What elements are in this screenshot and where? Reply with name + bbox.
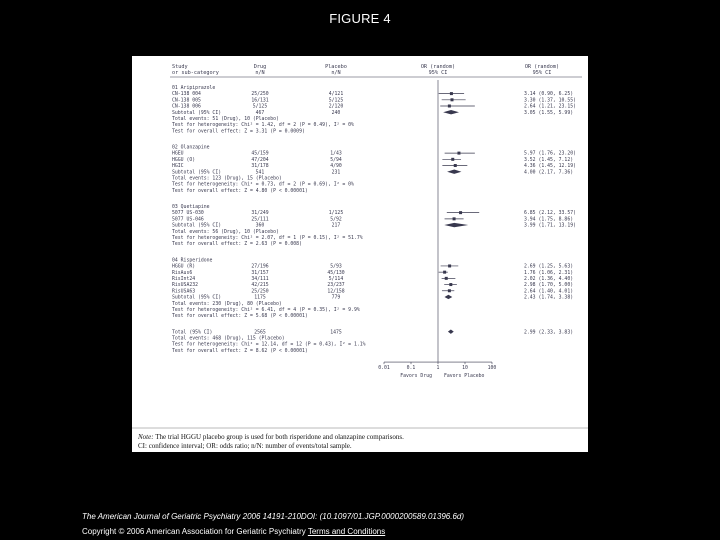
group-1-subtotal-or-text: 3.05 (1.55, 5.99): [524, 110, 574, 116]
group-4-study-5-point: [448, 289, 451, 292]
group-1-study-3-or-text: 2.64 (1.21, 23.15): [524, 104, 576, 110]
group-4-study-3-drug: 34/111: [251, 276, 269, 282]
forest-plot: [132, 56, 588, 432]
group-4-study-1-placebo: 5/93: [330, 264, 342, 270]
group-3-study-1-placebo: 1/125: [328, 211, 344, 217]
favours-drug-label: Favors Drug: [400, 374, 432, 380]
group-3-subtotal-placebo: 217: [331, 223, 341, 229]
group-1-stat-2: Test for heterogeneity: Chi² = 1.42, df = 2 (P = 0.49), I² = 0%: [172, 123, 354, 129]
group-2-study-2-drug: 47/204: [251, 157, 269, 163]
group-2-subtotal-drug: 541: [255, 170, 265, 176]
group-4-study-1-point: [448, 264, 451, 267]
group-1-study-1-label: CN-138 004: [172, 92, 201, 98]
total-placebo: 1475: [330, 330, 342, 336]
copyright-text: Copyright © 2006 American Association for Geriatric Psychiatry: [82, 527, 306, 536]
group-1-study-2-or-text: 3.30 (1.37, 10.55): [524, 98, 576, 104]
group-3-stat-3: Test for overall effect: Z = 2.63 (P = 0.008): [172, 242, 302, 248]
group-1-subtotal-drug: 467: [255, 110, 265, 116]
group-1-study-1-placebo: 4/121: [328, 92, 344, 98]
note-label: Note:: [138, 433, 154, 441]
header-drug: Drug: [253, 64, 267, 70]
group-4-study-2-placebo: 45/130: [327, 270, 345, 276]
group-3-study-2-point: [453, 217, 456, 220]
group-2-study-3-label: HGIC: [172, 164, 184, 170]
group-3-subtotal-drug: 360: [255, 223, 265, 229]
group-4-study-5-drug: 25/250: [251, 289, 269, 295]
x-tick-label-1: 0.01: [378, 366, 390, 372]
group-4-study-4-label: RisUSA232: [172, 283, 198, 289]
group-2-subtotal-diamond: [447, 170, 461, 174]
group-2-study-1-placebo: 1/43: [330, 151, 342, 157]
slide-title: FIGURE 4: [329, 11, 391, 26]
x-tick-label-3: 1: [436, 366, 440, 372]
group-4-study-3-label: RisInt24: [172, 276, 196, 282]
group-2-study-2-label: HGGU (O): [172, 157, 196, 163]
group-1-study-2-drug: 16/131: [251, 98, 269, 104]
x-tick-label-4: 10: [462, 366, 468, 372]
group-2-study-3-drug: 31/178: [251, 164, 269, 170]
group-3-title: 03 Quetiapine: [172, 205, 210, 211]
figure-note: [132, 433, 588, 452]
group-4-study-1-drug: 27/196: [251, 264, 269, 270]
total-diamond: [448, 329, 454, 333]
group-2-study-3-point: [454, 164, 457, 167]
group-4-study-4-placebo: 23/237: [327, 283, 345, 289]
group-3-study-1-label: 5077 US-030: [172, 211, 204, 217]
group-2-stat-1: Total events: 123 (Drug), 15 (Placebo): [172, 176, 282, 182]
header-or-text: OR (random): [524, 64, 560, 70]
group-2-study-1-label: HGEU: [172, 151, 184, 157]
group-1-stat-3: Test for overall effect: Z = 3.31 (P = 0.0009): [172, 129, 305, 135]
header-or-plot: OR (random): [420, 64, 456, 70]
group-3-study-2-or-text: 3.94 (1.75, 8.86): [524, 217, 574, 223]
group-4-study-5-placebo: 12/158: [327, 289, 345, 295]
group-4-study-4-drug: 42/215: [251, 283, 269, 289]
group-3-study-2-placebo: 5/92: [330, 217, 342, 223]
group-1-study-2-placebo: 5/125: [328, 98, 344, 104]
group-2-subtotal-or-text: 4.00 (2.17, 7.36): [524, 170, 574, 176]
group-1-study-3-point: [448, 105, 451, 108]
group-3-subtotal-diamond: [444, 223, 468, 227]
group-4-study-5-or-text: 2.64 (1.40, 4.01): [524, 289, 574, 295]
group-4-study-4-or-text: 2.98 (1.70, 5.00): [524, 283, 574, 289]
total-stat-1: Total events: 468 (Drug), 115 (Placebo): [172, 336, 285, 342]
group-4-subtotal-drug: 1175: [254, 295, 266, 301]
group-3-stat-1: Total events: 56 (Drug), 10 (Placebo): [172, 229, 279, 235]
group-1-subtotal-label: Subtotal (95% CI): [172, 110, 222, 116]
group-3-study-2-label: 5077 US-046: [172, 217, 204, 223]
group-4-subtotal-diamond: [444, 295, 452, 299]
group-2-stat-3: Test for overall effect: Z = 4.80 (P < 0.00001): [172, 188, 308, 194]
header-placebo-sub: n/N: [331, 70, 341, 76]
group-2-subtotal-placebo: 231: [331, 170, 341, 176]
group-1-study-2-label: CN-138 005: [172, 98, 201, 104]
group-4-study-2-or-text: 1.76 (1.06, 2.31): [524, 270, 574, 276]
group-1-study-2-point: [450, 98, 453, 101]
group-3-study-1-drug: 31/249: [251, 211, 269, 217]
header-or-text-sub: 95% CI: [532, 70, 552, 76]
header-placebo: Placebo: [325, 64, 347, 70]
group-4-study-5-label: RisUSA63: [172, 289, 196, 295]
group-1-study-1-drug: 25/250: [251, 92, 269, 98]
group-4-stat-2: Test for heterogeneity: Chi² = 6.41, df = 4 (P = 0.35), I² = 9.9%: [172, 307, 360, 313]
group-1-study-1-point: [450, 92, 453, 95]
group-4-subtotal-placebo: 779: [331, 295, 341, 301]
group-1-subtotal-placebo: 240: [331, 110, 341, 116]
total-label: Total (95% CI): [172, 330, 213, 336]
group-1-study-3-label: CN-138 006: [172, 104, 201, 110]
group-1-subtotal-diamond: [443, 110, 459, 114]
group-3-study-1-point: [459, 211, 462, 214]
journal-citation: The American Journal of Geriatric Psychiatry 2006 14191-210DOI: (10.1097/01.JGP.0000200589.01396.6d): [82, 512, 465, 521]
group-2-stat-2: Test for heterogeneity: Chi² = 0.73, df = 2 (P = 0.69), I² = 0%: [172, 182, 354, 188]
copyright-line: [82, 527, 682, 536]
group-3-stat-2: Test for heterogeneity: Chi² = 2.07, df = 1 (P = 0.15), I² = 51.7%: [172, 236, 363, 242]
group-2-study-3-placebo: 4/90: [330, 164, 342, 170]
group-2-subtotal-label: Subtotal (95% CI): [172, 170, 222, 176]
total-stat-2: Test for heterogeneity: Chi² = 12.14, df = 12 (P = 0.43), I² = 1.1%: [172, 342, 366, 348]
group-1-title: 01 Aripiprazole: [172, 86, 216, 91]
group-3-study-1-or-text: 6.85 (2.12, 33.57): [524, 211, 576, 217]
group-2-study-2-point: [451, 158, 454, 161]
group-4-study-1-or-text: 2.69 (1.25, 5.63): [524, 264, 574, 270]
group-2-title: 02 Olanzapine: [172, 145, 210, 151]
group-3-study-2-drug: 25/111: [251, 217, 269, 223]
note-line-1: [138, 433, 588, 442]
x-tick-label-5: 100: [487, 366, 497, 372]
group-4-title: 04 Risperidone: [172, 258, 213, 264]
group-4-study-3-placebo: 5/114: [328, 276, 344, 282]
group-4-study-2-point: [443, 271, 446, 274]
group-1-study-3-drug: 5/125: [252, 104, 268, 110]
header-drug-sub: n/N: [255, 70, 265, 76]
group-3-subtotal-label: Subtotal (95% CI): [172, 223, 222, 229]
group-2-study-2-placebo: 5/94: [330, 157, 342, 163]
x-tick-label-2: 0.1: [406, 366, 416, 372]
total-drug: 2565: [254, 330, 266, 336]
total-or-text: 2.99 (2.33, 3.83): [524, 330, 574, 336]
group-4-study-4-point: [449, 283, 452, 286]
group-4-study-2-label: RisAus6: [172, 270, 193, 276]
group-4-stat-1: Total events: 230 (Drug), 80 (Placebo): [172, 301, 282, 307]
group-1-study-1-or-text: 3.14 (0.90, 6.25): [524, 92, 574, 98]
group-4-study-2-drug: 31/157: [251, 270, 269, 276]
header-study-sub: or sub-category: [172, 70, 219, 76]
header-study: Study: [172, 64, 188, 70]
group-2-study-1-point: [457, 152, 460, 155]
terms-and-conditions-link[interactable]: Terms and Conditions: [307, 527, 386, 536]
group-4-study-3-point: [445, 277, 448, 280]
total-stat-3: Test for overall effect: Z = 8.62 (P < 0.00001): [172, 348, 308, 354]
group-3-subtotal-or-text: 3.99 (1.71, 13.19): [524, 223, 576, 229]
group-2-study-1-or-text: 5.97 (1.76, 23.20): [524, 151, 576, 157]
note-line-2: CI: confidence interval; OR: odds ratio; n/N: number of events/total sample.: [138, 441, 352, 450]
group-4-study-3-or-text: 2.02 (1.36, 4.40): [524, 276, 574, 282]
group-4-stat-3: Test for overall effect: Z = 5.68 (P < 0.00001): [172, 314, 308, 320]
group-4-subtotal-label: Subtotal (95% CI): [172, 295, 222, 301]
group-2-study-2-or-text: 3.52 (1.45, 7.12): [524, 157, 574, 163]
group-1-stat-1: Total events: 51 (Drug), 10 (Placebo): [172, 117, 279, 122]
group-4-subtotal-or-text: 2.43 (1.74, 3.38): [524, 295, 574, 301]
group-2-study-3-or-text: 4.36 (1.45, 12.19): [524, 164, 576, 170]
favours-placebo-label: Favors Placebo: [444, 374, 485, 380]
group-4-study-1-label: HGGU (R): [172, 264, 196, 270]
forest-plot-figure: [132, 56, 588, 452]
group-1-study-3-placebo: 2/120: [328, 104, 344, 110]
header-or-plot-sub: 95% CI: [428, 70, 448, 76]
group-2-study-1-drug: 45/159: [251, 151, 269, 157]
note-text-1: The trial HGGU placebo group is used for both risperidone and olanzapine comparisons.: [155, 433, 404, 441]
